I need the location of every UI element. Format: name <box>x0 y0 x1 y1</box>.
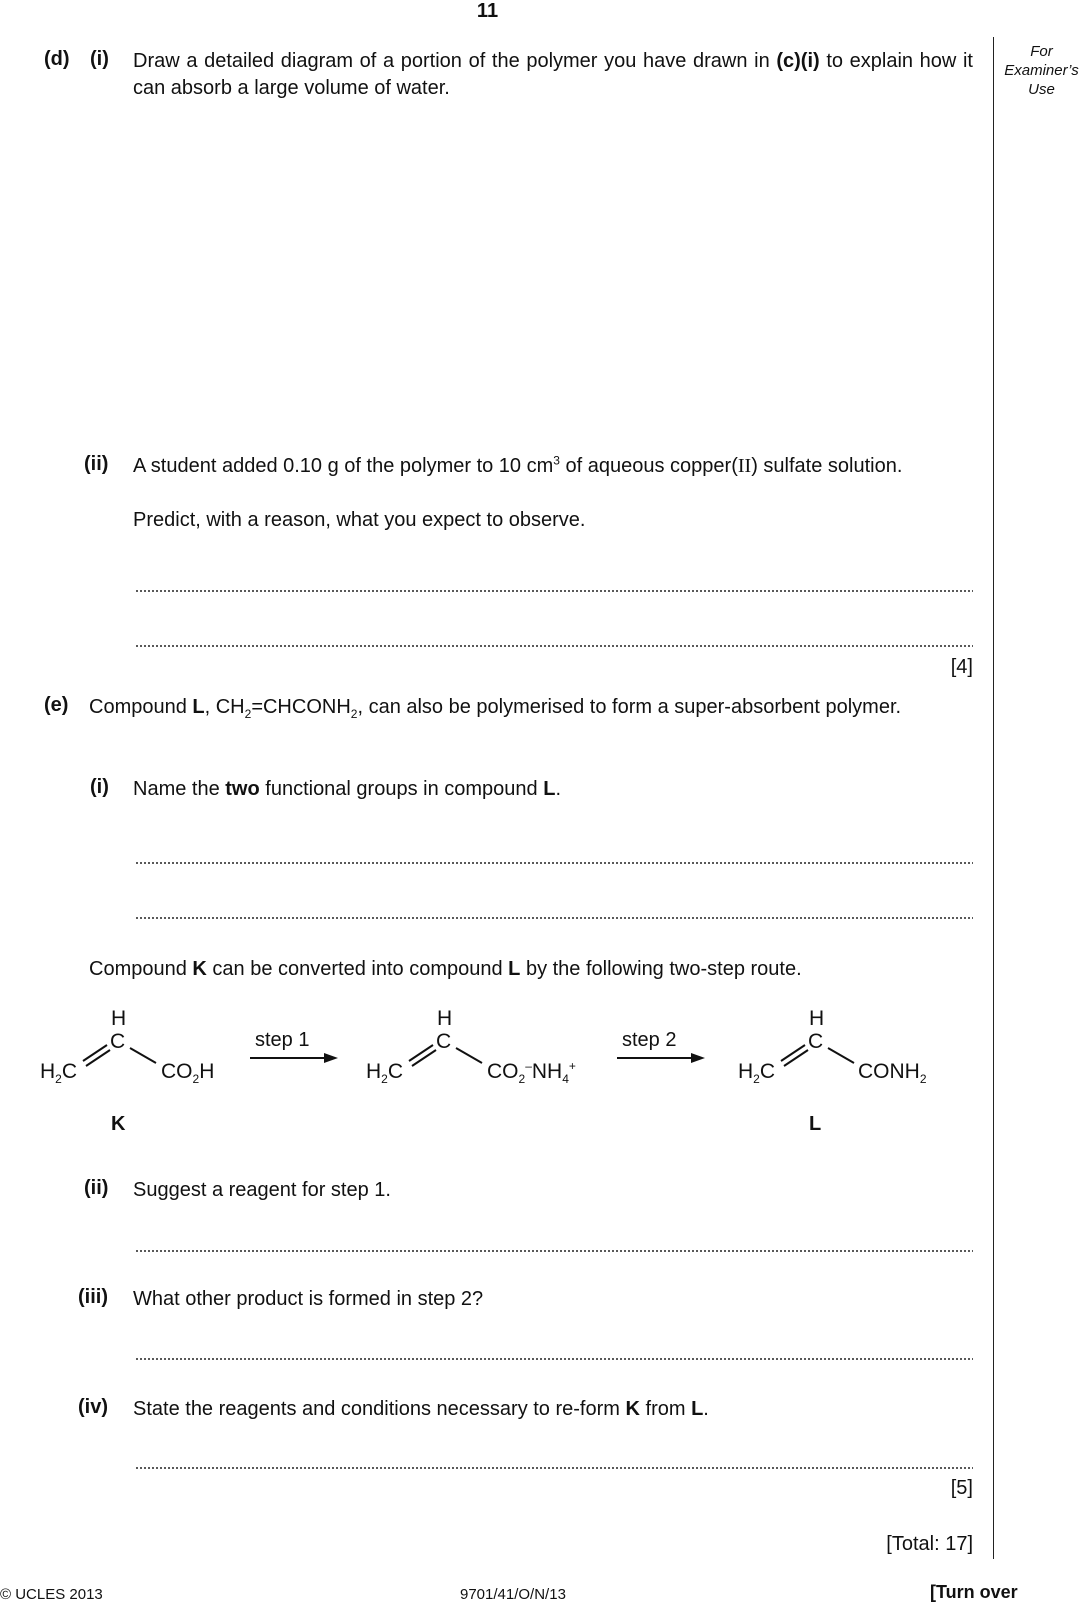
text-part: can be converted into compound <box>206 958 509 980</box>
k-ch2-group <box>40 1060 78 1087</box>
l-atom-c: C <box>808 1030 824 1053</box>
examiner-line-3: Use <box>1028 81 1055 98</box>
text-part: H <box>199 1060 215 1083</box>
k-carboxyl-group <box>161 1060 215 1087</box>
text-part: of aqueous copper( <box>559 455 738 477</box>
text-part: from <box>639 1398 692 1420</box>
question-d-ii-text <box>133 453 973 480</box>
double-bond-line <box>409 1045 433 1061</box>
text-part: A student added 0.10 g of the polymer to 10 cm <box>133 455 554 477</box>
question-e-iii-label: (iii) <box>78 1286 108 1308</box>
question-e-ii-label: (ii) <box>84 1177 109 1199</box>
text-part: by the following two-step route. <box>520 958 802 980</box>
text-part: NH <box>531 1060 563 1083</box>
text-part: Name the <box>133 778 226 800</box>
superscript: 3 <box>553 453 560 468</box>
arrow-step-2 <box>617 1053 705 1063</box>
part-e-intro <box>89 694 973 721</box>
compound-k-ref: K <box>625 1398 640 1420</box>
answer-line[interactable] <box>135 645 973 647</box>
part-e-label: (e) <box>44 694 69 716</box>
double-bond-line <box>781 1045 805 1061</box>
compound-k-ref: K <box>192 958 207 980</box>
compound-k-label: K <box>111 1113 126 1135</box>
question-e-ii-text: Suggest a reagent for step 1. <box>133 1179 391 1201</box>
k-atom-c: C <box>110 1030 126 1053</box>
turn-over-label: [Turn over <box>930 1582 1018 1602</box>
text-part: State the reagents and conditions necessary to re-form <box>133 1398 626 1420</box>
answer-line[interactable] <box>135 917 973 919</box>
subscript: 2 <box>919 1072 927 1087</box>
question-e-iii-text: What other product is formed in step 2? <box>133 1288 484 1310</box>
double-bond-line <box>412 1050 436 1066</box>
route-intro-text <box>89 956 802 983</box>
answer-line[interactable] <box>135 862 973 864</box>
examiner-line-2: Examiner’s <box>1004 62 1079 79</box>
text-part: Compound <box>89 696 193 718</box>
question-d-ii-label: (ii) <box>84 453 109 475</box>
footer-paper-code: 9701/41/O/N/13 <box>460 1586 566 1603</box>
l-atom-h: H <box>809 1007 825 1030</box>
subscript: 2 <box>381 1072 388 1087</box>
part-d-label: (d) <box>44 48 70 70</box>
compound-l-ref: L <box>192 696 205 718</box>
question-d-i-text <box>133 48 973 102</box>
subscript: 2 <box>350 707 358 721</box>
footer-copyright: © UCLES 2013 <box>0 1586 103 1603</box>
text-part: CO <box>487 1060 519 1083</box>
text-part: H <box>366 1060 382 1083</box>
examiner-margin-divider <box>993 37 994 1559</box>
emphasis-two: two <box>225 778 260 800</box>
double-bond-line <box>86 1050 110 1066</box>
step-2-label: step 2 <box>622 1029 677 1051</box>
answer-line[interactable] <box>135 590 973 592</box>
question-d-ii-instruction: Predict, with a reason, what you expect to observe. <box>133 509 586 531</box>
single-bond-line <box>456 1048 482 1063</box>
roman-numeral: II <box>737 455 752 477</box>
mid-ch2-group <box>366 1060 404 1087</box>
compound-l-ref: L <box>691 1398 704 1420</box>
text-part: Draw a detailed diagram of a portion of the polymer you have drawn in <box>133 50 777 72</box>
question-d-i-label: (i) <box>90 48 109 70</box>
text-part: Compound <box>89 958 193 980</box>
answer-line[interactable] <box>135 1467 973 1469</box>
page-number: 11 <box>476 0 499 22</box>
subscript: 2 <box>244 707 252 721</box>
superscript: – <box>525 1059 532 1073</box>
question-e-i-label: (i) <box>90 776 109 798</box>
compound-l-ref: L <box>543 778 556 800</box>
reference-c-i: (c)(i) <box>776 50 820 72</box>
text-part: , CH <box>204 696 245 718</box>
marks-e: [5] <box>950 1477 973 1499</box>
compound-l-label: L <box>809 1113 822 1135</box>
subscript: 2 <box>55 1072 62 1087</box>
text-part: C <box>759 1060 776 1083</box>
double-bond-line <box>83 1045 107 1061</box>
question-e-i-text <box>133 776 561 803</box>
examiner-line-1: For <box>1030 43 1053 60</box>
text-part: ) sulfate solution. <box>751 455 903 477</box>
subscript: 4 <box>562 1072 569 1087</box>
l-ch2-group <box>738 1060 776 1087</box>
step-1-label: step 1 <box>255 1029 310 1051</box>
superscript: + <box>568 1059 576 1073</box>
question-e-iv-label: (iv) <box>78 1396 108 1418</box>
total-marks: [Total: 17] <box>886 1533 973 1555</box>
text-part: CONH <box>858 1060 920 1083</box>
mid-ammonium-carboxylate-group <box>487 1059 576 1087</box>
text-part: . <box>703 1398 709 1420</box>
subscript: 2 <box>518 1072 526 1087</box>
text-part: , can also be polymerised to form a super-absorbent polymer. <box>357 696 902 718</box>
double-bond-line <box>784 1050 808 1066</box>
question-e-iv-text <box>133 1396 709 1423</box>
text-part: . <box>555 778 561 800</box>
text-part: =CHCONH <box>251 696 351 718</box>
text-part: C <box>387 1060 404 1083</box>
single-bond-line <box>130 1048 156 1063</box>
l-amide-group <box>858 1060 927 1087</box>
arrow-step-1 <box>250 1053 338 1063</box>
arrow-head <box>691 1053 705 1063</box>
text-part: C <box>61 1060 78 1083</box>
text-part: H <box>738 1060 754 1083</box>
text-part: CO <box>161 1060 193 1083</box>
compound-l-ref: L <box>508 958 521 980</box>
answer-line[interactable] <box>135 1250 973 1252</box>
text-part: to explain how it can absorb a large volume of water. <box>133 50 973 99</box>
single-bond-line <box>828 1048 854 1063</box>
subscript: 2 <box>192 1072 200 1087</box>
mid-atom-c: C <box>436 1030 452 1053</box>
examiner-use-box <box>995 42 1088 99</box>
mid-atom-h: H <box>437 1007 453 1030</box>
arrow-head <box>324 1053 338 1063</box>
drawing-answer-space[interactable] <box>133 110 973 440</box>
answer-line[interactable] <box>135 1358 973 1360</box>
subscript: 2 <box>753 1072 760 1087</box>
text-part: functional groups in compound <box>259 778 544 800</box>
k-atom-h: H <box>111 1007 127 1030</box>
marks-d: [4] <box>950 656 973 678</box>
text-part: H <box>40 1060 56 1083</box>
